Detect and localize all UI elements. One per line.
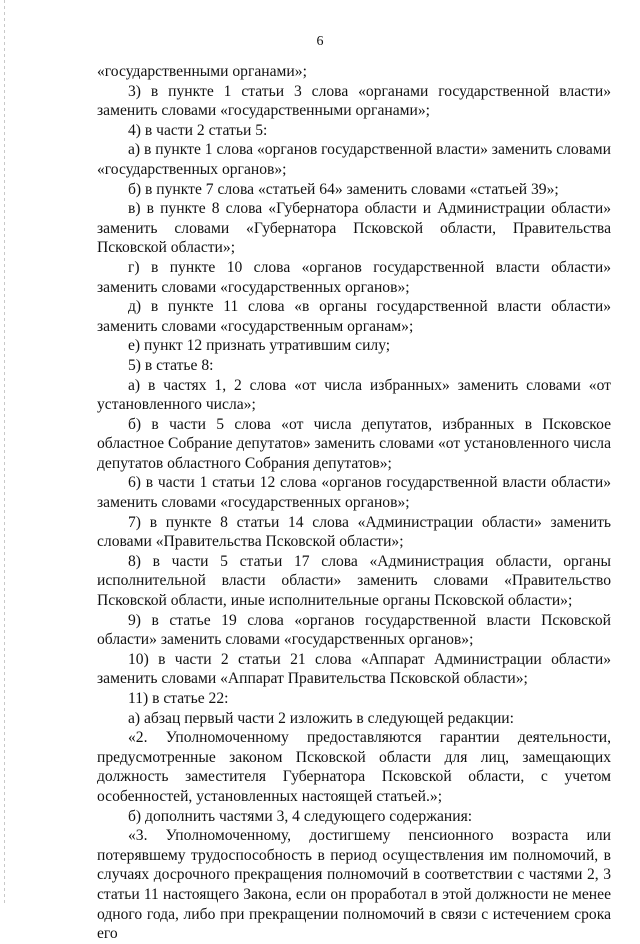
- paragraph: 4) в части 2 статьи 5:: [128, 121, 268, 139]
- paragraph: 5) в статье 8:: [128, 356, 214, 374]
- paragraph: б) дополнить частями 3, 4 следующего содержания:: [128, 807, 473, 825]
- paragraph: 6) в части 1 статьи 12 слова «органов государственной власти области» заменить словами «государственных органов»;: [97, 474, 611, 512]
- paragraph: 9) в статье 19 слова «органов государственной власти Псковской области» заменить словами «государственных органов»;: [97, 611, 611, 649]
- paragraph: «2. Уполномоченному предоставляются гарантии деятельности, предусмотренные законом Псковской области для лиц, замещающих должность заместителя Губернатора Псковской области, с учетом особенностей, установленных настоящей статьей.»;: [97, 729, 611, 805]
- paragraph: 8) в части 5 статьи 17 слова «Администрация области, органы исполнительной власти области» заменить словами «Правительство Псковской области, иные исполнительные органы Псковской области»;: [97, 552, 611, 610]
- paragraph: «государственными органами»;: [97, 63, 307, 80]
- paragraph: е) пункт 12 признать утратившим силу;: [128, 337, 391, 355]
- paragraph: 10) в части 2 статьи 21 слова «Аппарат Администрации области» заменить словами «Аппарат Правительства Псковской области»;: [97, 650, 611, 688]
- paragraph: б) в пункте 7 слова «статьей 64» заменить словами «статьей 39»;: [128, 180, 559, 198]
- paragraph: а) абзац первый части 2 изложить в следующей редакции:: [128, 709, 514, 727]
- paragraph: 11) в статье 22:: [128, 690, 229, 707]
- paragraph: д) в пункте 11 слова «в органы государственной власти области» заменить словами «государственным органам»;: [97, 298, 611, 335]
- paragraph: 3) в пункте 1 статьи 3 слова «органами государственной власти» заменить словами «государственными органами»;: [97, 82, 611, 120]
- paragraph: 7) в пункте 8 статьи 14 слова «Администрации области» заменить словами «Правительства Псковской области»;: [97, 513, 611, 551]
- paragraph: г) в пункте 10 слова «органов государственной власти области» заменить словами «государственных органов»;: [97, 258, 611, 296]
- scan-edge-line: [4, 0, 5, 905]
- document-body: [97, 62, 611, 944]
- paragraph: б) в части 5 слова «от числа депутатов, избранных в Псковское областное Собрание депутатов» заменить словами «от установленного числа депутатов областного Собрания депутатов»;: [97, 415, 611, 472]
- page-number: 6: [316, 34, 324, 49]
- paragraph: «3. Уполномоченному, достигшему пенсионного возраста или потерявшему трудоспособность в период осуществления им полномочий, в случаях досрочного прекращения полномочий в соответствии с частями 2, 3 статьи 11 настоящего Закона, если он проработал в этой должности не менее одного года, либо при прекращении полномочий в связи с истечением срока его: [97, 827, 611, 943]
- paragraph: а) в пункте 1 слова «органов государственной власти» заменить словами «государственных органов»;: [97, 141, 611, 178]
- paragraph: а) в частях 1, 2 слова «от числа избранных» заменить словами «от установленного числа»;: [97, 376, 611, 414]
- paragraph: в) в пункте 8 слова «Губернатора области и Администрации области» заменить словами «Губернатора Псковской области, Правительства Псковской области»;: [97, 200, 611, 257]
